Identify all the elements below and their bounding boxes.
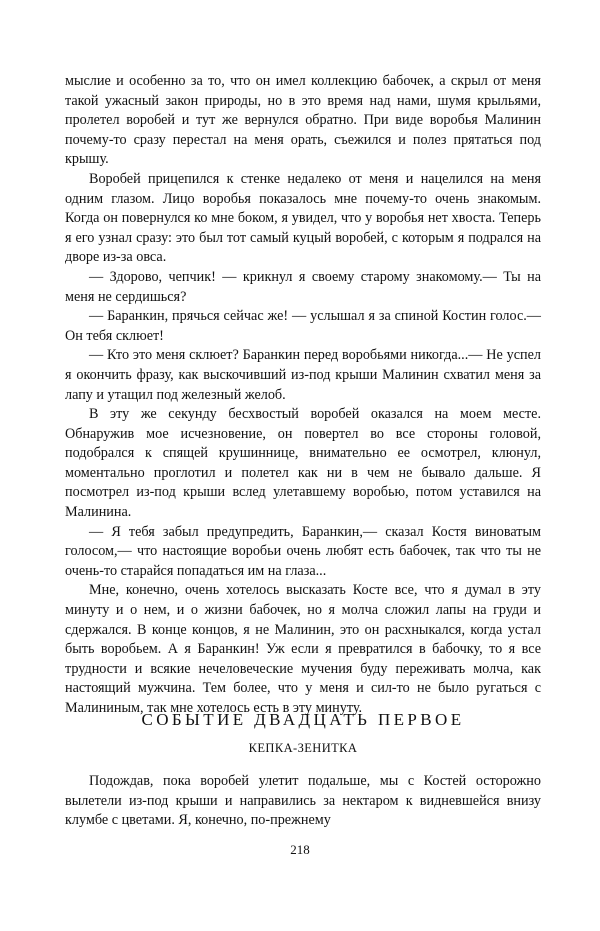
main-text: [65, 72, 541, 719]
chapter-subtitle: КЕПКА-ЗЕНИТКА: [248, 741, 358, 755]
paragraph-continuation: мыслие и особенно за то, что он имел коллекцию бабочек, а скрыл от меня такой ужасный закон природы, но в это время над нами, шумя крыльями, пролетел воробей и тут же вернулся обратно. При виде воробья Малинин почему-то сразу перестал на меня орать, съежился и полез прятаться под крышу.: [65, 73, 541, 168]
paragraph: Подождав, пока воробей улетит подальше, мы с Костей осторожно вылетели из-под крыши и направились за нектаром к видневшейся внизу клумбе с цветами. Я, конечно, по-прежнему: [65, 773, 541, 829]
chapter-title: СОБЫТИЕ ДВАДЦАТЬ ПЕРВОЕ: [141, 710, 465, 729]
dialogue-line: — Здорово, чепчик! — крикнул я своему старому знакомому.— Ты на меня не сердишься?: [65, 268, 541, 305]
dialogue-line: — Баранкин, прячься сейчас же! — услышал я за спиной Костин голос.— Он тебя склюет!: [65, 308, 541, 344]
paragraph: В эту же секунду бесхвостый воробей оказался на моем месте. Обнаружив мое исчезновение, он повертел во все стороны головой, подобрался к спящей крушиннице, внимательно ее осмотрел, клюнул, моментально проглотил и полетел как ни в чем не бывало дальше. Я посмотрел из-под крыши вслед улетавшему воробью, потом уставился на Малинина.: [65, 406, 541, 521]
chapter-opening: [65, 772, 541, 831]
dialogue-line: — Я тебя забыл предупредить, Баранкин,— сказал Костя виноватым голосом,— что настоящие воробьи очень любят есть бабочек, так что ты не очень-то старайся попадаться им на глаза...: [65, 523, 541, 579]
paragraph: Мне, конечно, очень хотелось высказать Косте все, что я думал в эту минуту и о нем, и о жизни бабочек, но я молча сложил лапы на груди и сдержался. В конце концов, я не Малинин, это он расхныкался, когда устал быть воробьем. А я Баранкин! Уж если я превратился в бабочку, то я все трудности и всякие нечеловеческие мучения буду переживать молча, как настоящий мужчина. Тем более, что у меня и сил-то не было ругаться с Малининым, так мне хотелось есть в эту минуту.: [65, 582, 541, 716]
dialogue-line: — Кто это меня склюет? Баранкин перед воробьями никогда...— Не успел я окончить фразу, как выскочивший из-под крыши Малинин схватил меня за лапу и утащил под железный желоб.: [65, 347, 541, 403]
paragraph: Воробей прицепился к стенке недалеко от меня и нацелился на меня одним глазом. Лицо воробья показалось мне почему-то очень знакомым. Когда он повернулся ко мне боком, я увидел, что у воробья нет хвоста. Теперь я его узнал сразу: это был тот самый куцый воробей, с которым я подрался на дворе из-за овса.: [65, 170, 541, 266]
page-number: 218: [290, 842, 310, 857]
